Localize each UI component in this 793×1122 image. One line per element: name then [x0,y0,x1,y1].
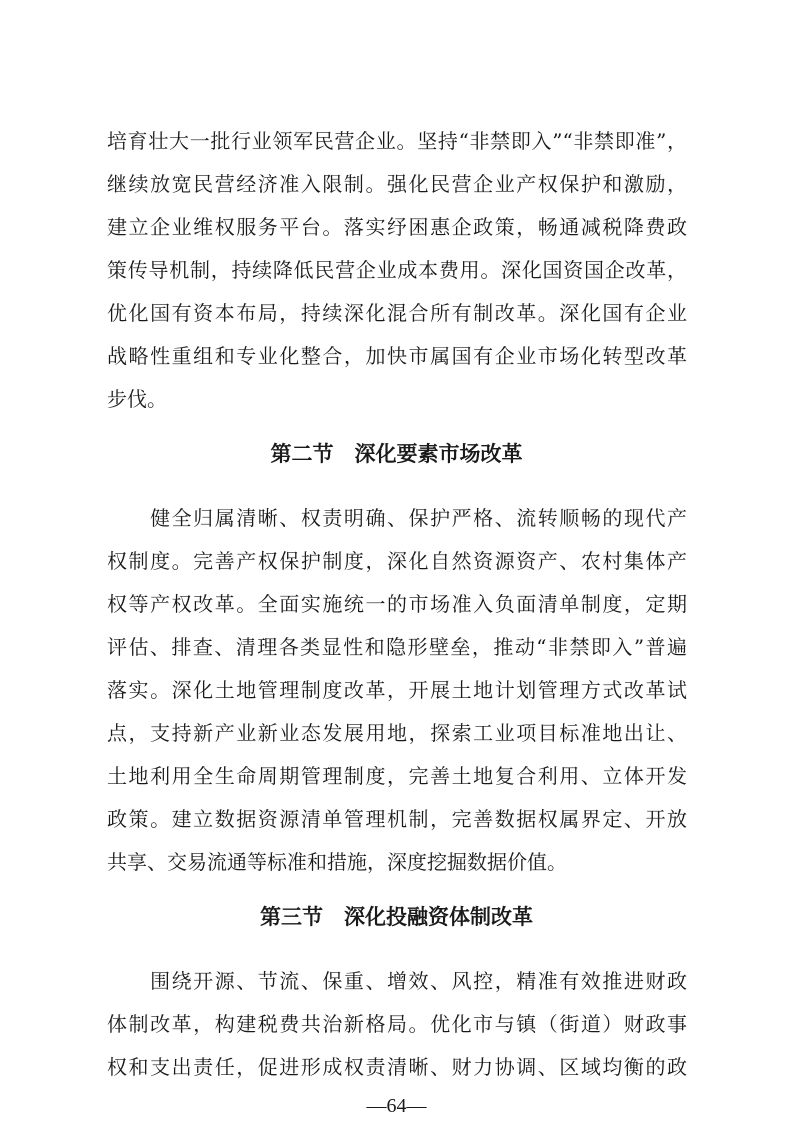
paragraph-line: 政策。建立数据资源清单管理机制，完善数据权属界定、开放 [107,807,687,831]
paragraph-line: 健全归属清晰、权责明确、保护严格、流转顺畅的现代产 [107,506,687,530]
paragraph-line: 步伐。 [107,387,167,411]
paragraph-line: 权制度。完善产权保护制度，深化自然资源资产、农村集体产 [107,549,687,573]
paragraph-line: 围绕开源、节流、保重、增效、风控，精准有效推进财政 [107,969,687,993]
paragraph-line: 评估、排查、清理各类显性和隐形壁垒，推动“非禁即入”普遍 [107,635,687,659]
paragraph-line: 培育壮大一批行业领军民营企业。坚持“非禁即入”“非禁即准”， [107,129,687,153]
section-heading: 第二节 深化要素市场改革 [270,442,523,466]
paragraph-line: 继续放宽民营经济准入限制。强化民营企业产权保护和激励， [107,172,687,196]
paragraph-line: 权和支出责任，促进形成权责清晰、财力协调、区域均衡的政 [107,1055,687,1079]
paragraph-line: 土地利用全生命周期管理制度，完善土地复合利用、立体开发 [107,764,687,788]
paragraph-line: 体制改革，构建税费共治新格局。优化市与镇（街道）财政事 [107,1012,687,1036]
paragraph-line: 优化国有资本布局，持续深化混合所有制改革。深化国有企业 [107,301,687,325]
paragraph-line: 建立企业维权服务平台。落实纾困惠企政策，畅通减税降费政 [107,215,687,239]
paragraph-line: 策传导机制，持续降低民营企业成本费用。深化国资国企改革， [107,258,687,282]
paragraph-line: 权等产权改革。全面实施统一的市场准入负面清单制度，定期 [107,592,687,616]
paragraph-line: 落实。深化土地管理制度改革，开展土地计划管理方式改革试 [107,678,687,702]
page-number: —64— [366,1095,427,1117]
paragraph-line: 点，支持新产业新业态发展用地，探索工业项目标准地出让、 [107,721,687,745]
paragraph-line: 战略性重组和专业化整合，加快市属国有企业市场化转型改革 [107,344,687,368]
section-heading: 第三节 深化投融资体制改革 [260,905,533,929]
paragraph-line: 共享、交易流通等标准和措施，深度挖掘数据价值。 [107,850,567,874]
